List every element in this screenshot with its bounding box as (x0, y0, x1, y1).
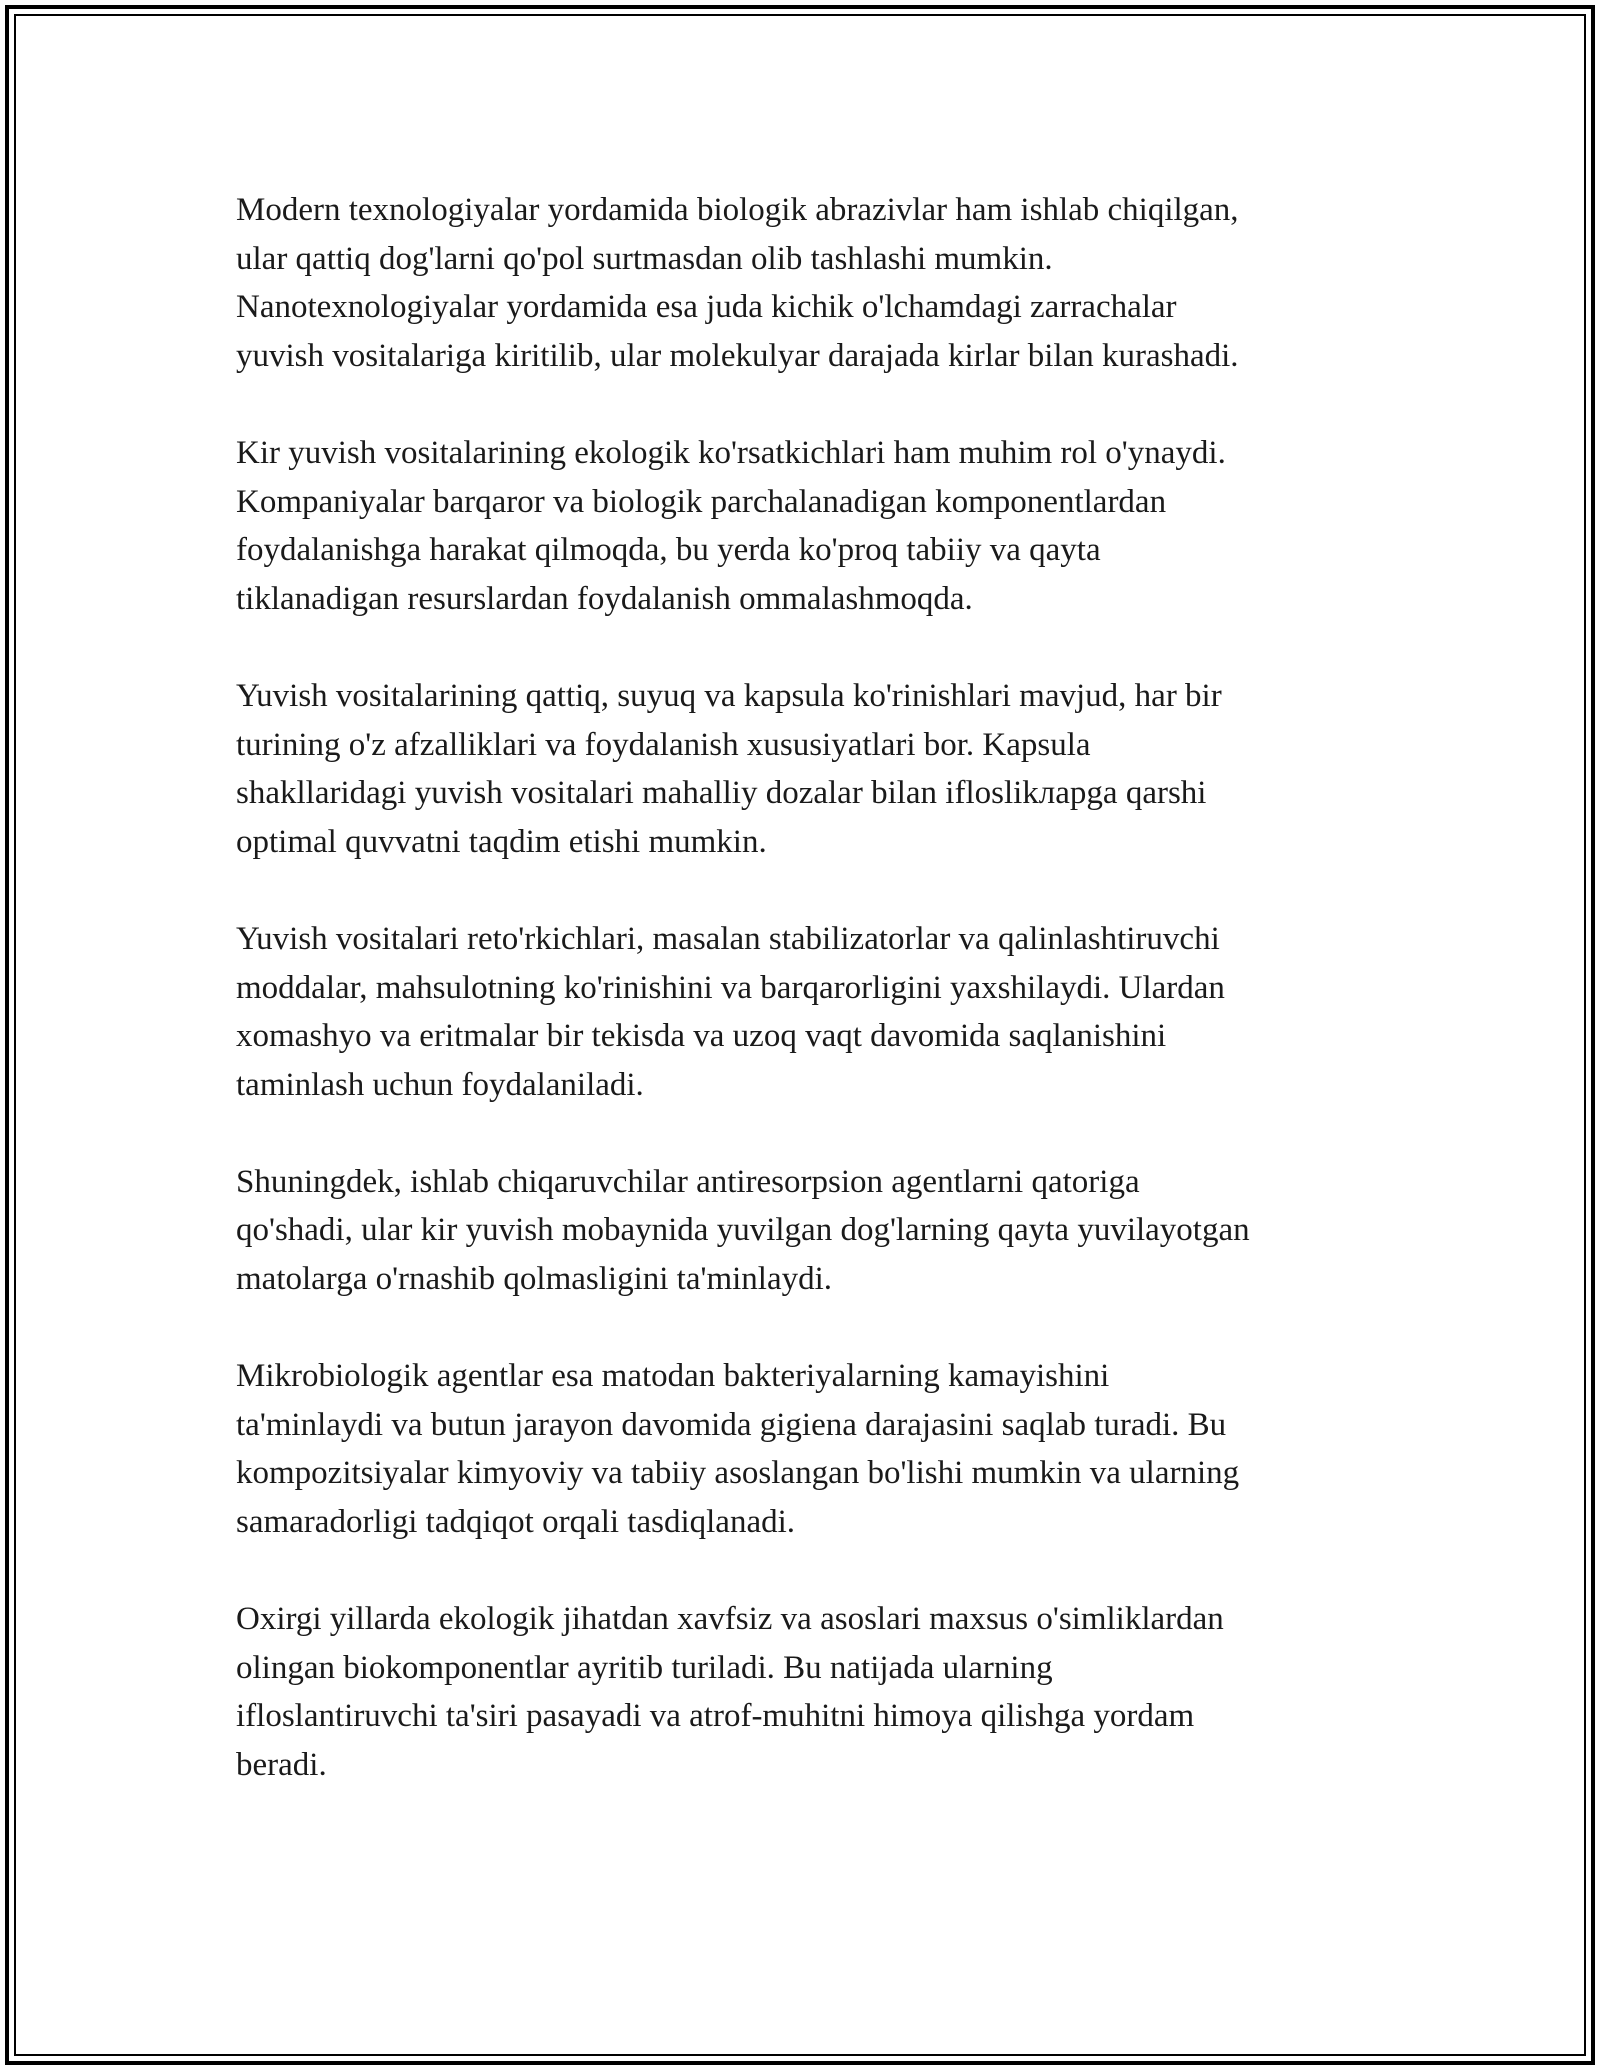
paragraph-2: Kir yuvish vositalarining ekologik ko'rsatkichlari ham muhim rol o'ynaydi. Kompaniyalar barqaror va biologik parchalanadigan komponentlardan foydalanishga harakat qilmoqda, bu yerda ko'proq tabiiy va qayta tiklanadigan resurslardan foydalanish ommalashmoqda. (236, 434, 1226, 617)
paragraph-1: Modern texnologiyalar yordamida biologik abrazivlar ham ishlab chiqilgan, ular qattiq dog'larni qo'pol surtmasdan olib tashlashi mumkin. Nanotexnologiyalar yordamida esa juda kichik o'lchamdagi zarrachalar yuvish vositalariga kiritilib, ular molekulyar darajada kirlar bilan kurashadi. (236, 192, 1239, 374)
paragraph-4: Yuvish vositalari reto'rkichlari, masalan stabilizatorlar va qalinlashtiruvchi moddalar, mahsulotning ko'rinishini va barqarorligini yaxshilaydi. Ulardan xomashyo va eritmalar bir tekisda va uzoq vaqt davomida saqlanishini taminlash uchun foydalaniladi. (236, 920, 1225, 1103)
paragraph-7: Oxirgi yillarda ekologik jihatdan xavfsiz va asoslari maxsus o'simliklardan olingan biokomponentlar ayritib turiladi. Bu natijada ularning ifloslantiruvchi ta'siri pasayadi va atrof-muhitni himoya qilishga yordam beradi. (236, 1601, 1224, 1783)
document-body (236, 186, 1386, 1838)
paragraph-3: Yuvish vositalarining qattiq, suyuq va kapsula ko'rinishlari mavjud, har bir turining o'z afzalliklari va foydalanish xususiyatlari bor. Kapsula shakllaridagi yuvish vositalari mahalliy dozalar bilan ifloslikларga qarshi optimal quvvatni taqdim etishi mumkin. (236, 677, 1222, 860)
paragraph-6: Mikrobiologik agentlar esa matodan bakteriyalarning kamayishini ta'minlaydi va butun jarayon davomida gigiena darajasini saqlab turadi. Bu kompozitsiyalar kimyoviy va tabiiy asoslangan bo'lishi mumkin va ularning samaradorligi tadqiqot orqali tasdiqlanadi. (236, 1358, 1240, 1541)
paragraph-5: Shuningdek, ishlab chiqaruvchilar antiresorpsion agentlarni qatoriga qo'shadi, ular kir yuvish mobaynida yuvilgan dog'larning qayta yuvilayotgan matolarga o'rnashib qolmasligini ta'minlaydi. (236, 1163, 1250, 1298)
